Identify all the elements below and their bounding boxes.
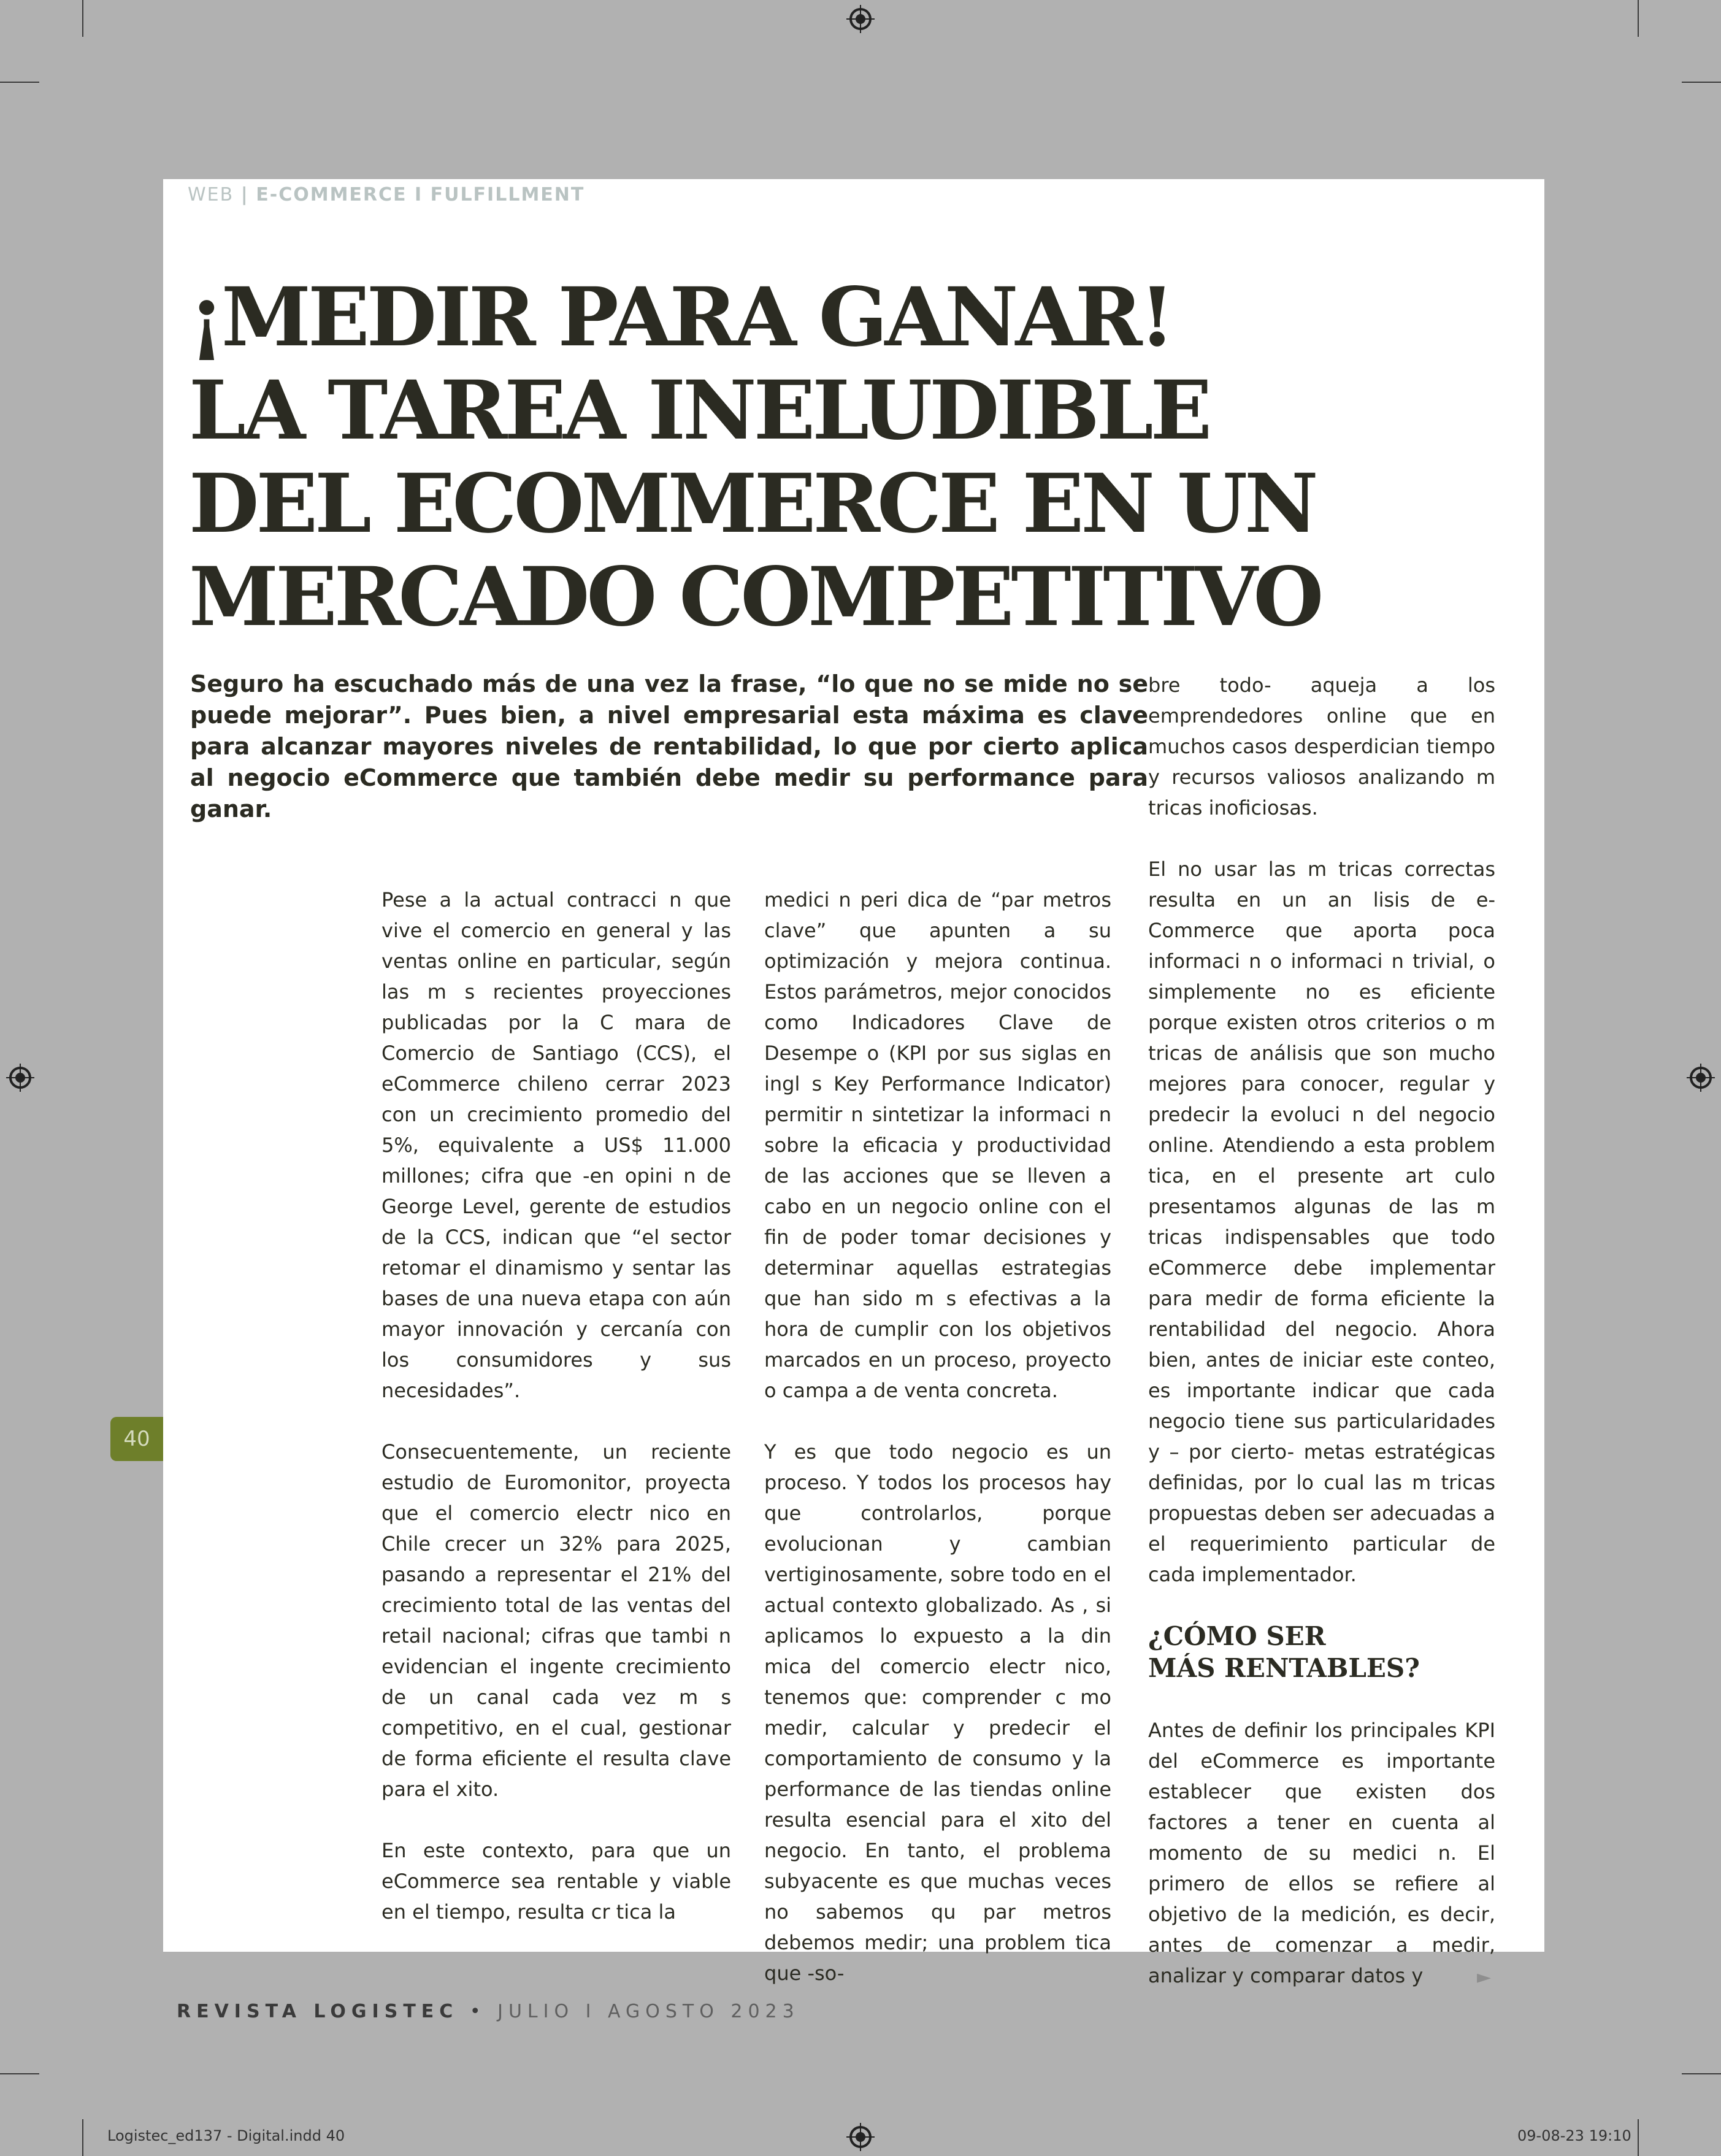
page-footer bbox=[177, 2001, 800, 2022]
crop-mark bbox=[0, 82, 39, 83]
next-page-arrow-icon[interactable]: ► bbox=[1477, 1966, 1492, 1988]
section-tag bbox=[188, 184, 585, 205]
paragraph: En este contexto, para que un eCommerce sea rentable y viable en el tiempo, resulta cr tica la bbox=[381, 1839, 731, 1924]
crop-mark bbox=[1638, 2119, 1639, 2156]
crop-mark bbox=[0, 2073, 39, 2074]
crop-mark bbox=[1638, 0, 1639, 37]
registration-mark-icon bbox=[846, 5, 875, 33]
paragraph: medici n peri dica de “par metros clave” que apunten a su optimización y mejora continua. Estos parámetros, mejor conocidos como Indicadores Clave de Desempe o (KPI por sus siglas en ingl s Key Performance Indicator) permitir n sintetizar la informaci n sobre la eficacia y productividad de las acciones que se lleven a cabo en un negocio online con el fin de poder tomar decisiones y determinar aquellas estrategias que han sido m s efectivas a la hora de cumplir con los objetivos marcados en un proceso, proyecto o campa a de venta concreta. bbox=[764, 888, 1111, 1402]
print-slug-timestamp: 09-08-23 19:10 bbox=[1517, 2127, 1631, 2144]
paragraph: Antes de definir los principales KPI del eCommerce es importante establecer que existen dos factores a tener en cuenta al momento de su medici n. El primero de ellos se refiere al objetivo de la medición, es decir, antes de comenzar a medir, analizar y comparar datos y bbox=[1148, 1719, 1495, 1987]
footer-bullet: • bbox=[469, 2001, 486, 2022]
section-separator: | bbox=[240, 184, 249, 205]
article-page bbox=[163, 179, 1544, 1987]
magazine-name: REVISTA LOGISTEC bbox=[177, 2001, 459, 2022]
article-title: ¡MEDIR PARA GANAR! LA TAREA INELUDIBLE DEL ECOMMERCE EN UN MERCADO COMPETITIVO bbox=[189, 270, 1321, 645]
registration-mark-icon bbox=[1687, 1064, 1715, 1092]
registration-mark-icon bbox=[6, 1064, 34, 1092]
paragraph: Y es que todo negocio es un proceso. Y todos los procesos hay que controlarlos, porque evolucionan y cambian vertiginosamente, sobre todo en el actual contexto globalizado. As , si aplicamos lo expuesto a la din mica del comercio electr nico, tenemos que: comprender c mo medir, calcular y predecir el comportamiento de consumo y la performance de las tiendas online resulta esencial para el xito del negocio. En tanto, el problema subyacente es que muchas veces no sabemos qu par metros debemos medir; una problem tica que -so- bbox=[764, 1440, 1111, 1985]
paragraph: El no usar las m tricas correctas resulta en un an lisis de e-Commerce que aporta poca informaci n o informaci n trivial, o simplemente no es eficiente porque existen otros criterios o m tricas de análisis que son mucho mejores para conocer, regular y predecir la evoluci n del negocio online. Atendiendo a esta problem tica, en el presente art culo presentamos algunas de las m tricas indispensables que todo eCommerce debe implementar para medir de forma eficiente la rentabilidad del negocio. Ahora bien, antes de iniciar este conteo, es importante indicar que cada negocio tiene sus particularidades y – por cierto- metas estratégicas definidas, por lo cual las m tricas propuestas deben ser adecuadas a el requerimiento particular de cada implementador. bbox=[1148, 857, 1495, 1586]
section-subheading: ¿CÓMO SER MÁS RENTABLES? bbox=[1148, 1621, 1420, 1683]
section-category: E-COMMERCE I FULFILLMENT bbox=[256, 184, 585, 205]
crop-mark bbox=[1682, 2073, 1721, 2074]
crop-mark bbox=[82, 2119, 83, 2156]
paragraph: bre todo- aqueja a los emprendedores online que en muchos casos desperdician tiempo y recursos valiosos analizando m tricas inoficiosas. bbox=[1148, 673, 1495, 819]
crop-mark bbox=[1682, 82, 1721, 83]
page-number-tab: 40 bbox=[110, 1417, 163, 1461]
article-lead: Seguro ha escuchado más de una vez la frase, “lo que no se mide no se puede mejorar”. Pues bien, a nivel empresarial esta máxima es clave para alcanzar mayores niveles de rentabilidad, lo que por cierto aplica al negocio eCommerce que también debe medir su performance para ganar. bbox=[190, 670, 1148, 823]
paragraph: Pese a la actual contracci n que vive el comercio en general y las ventas online en particular, según las m s recientes proyecciones publicadas por la C mara de Comercio de Santiago (CCS), el eCommerce chileno cerrar 2023 con un crecimiento promedio del 5%, equivalente a US$ 11.000 millones; cifra que -en opini n de George Level, gerente de estudios de la CCS, indican que “el sector retomar el dinamismo y sentar las bases de una nueva etapa con aún mayor innovación y cercanía con los consumidores y sus necesidades”. bbox=[381, 888, 731, 1402]
registration-mark-icon bbox=[846, 2123, 875, 2151]
print-slug-file: Logistec_ed137 - Digital.indd 40 bbox=[107, 2127, 345, 2144]
text-column-3 bbox=[1148, 670, 1495, 2022]
text-column-1 bbox=[381, 884, 731, 1958]
issue-date: JULIO I AGOSTO 2023 bbox=[497, 2001, 800, 2022]
paragraph: Consecuentemente, un reciente estudio de Euromonitor, proyecta que el comercio electr nico en Chile crecer un 32% para 2025, pasando a representar el 21% del crecimiento total de las ventas del retail nacional; cifras que tambi n evidencian el ingente crecimiento de un canal cada vez m s competitivo, en el cual, gestionar de forma eficiente el resulta clave para el xito. bbox=[381, 1440, 731, 1801]
section-prefix: WEB bbox=[188, 184, 234, 205]
text-column-2 bbox=[764, 884, 1111, 2019]
crop-mark bbox=[82, 0, 83, 37]
